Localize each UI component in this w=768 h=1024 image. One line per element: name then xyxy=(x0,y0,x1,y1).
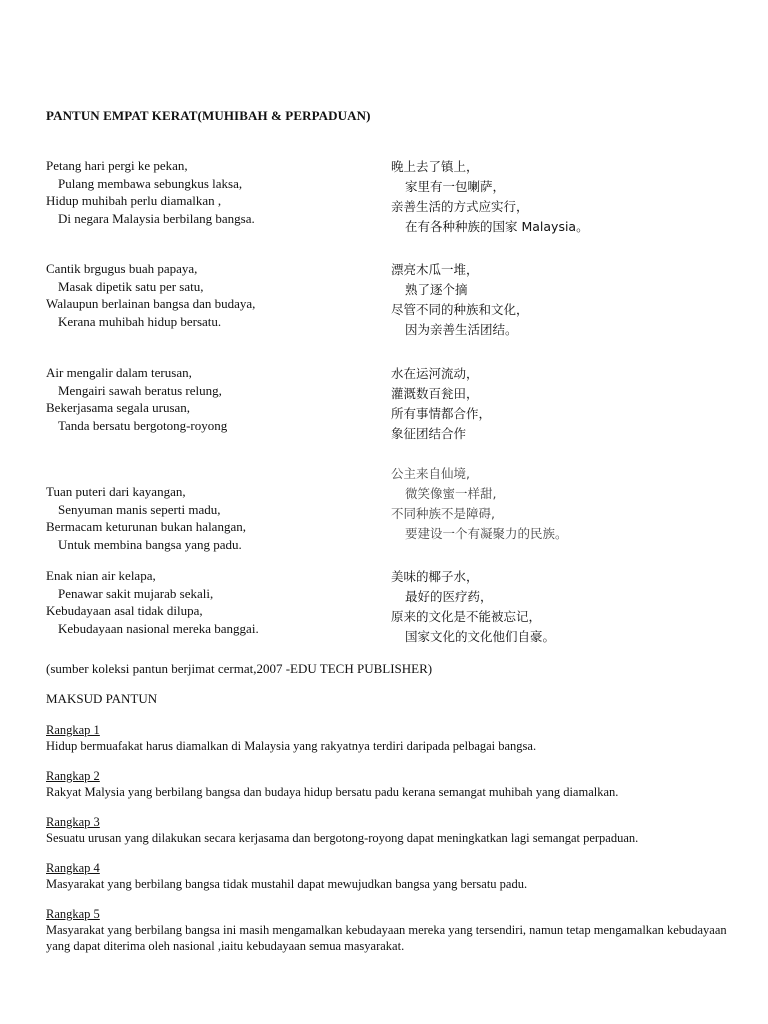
pantun-line-chinese: 微笑像蜜一样甜, xyxy=(405,486,497,501)
pantun-line: Untuk membina bangsa yang padu. xyxy=(58,536,242,552)
stanza-3-malay xyxy=(46,364,227,434)
pantun-line: Air mengalir dalam terusan, xyxy=(46,365,192,380)
rangkap-text: Masyarakat yang berbilang bangsa tidak mustahil dapat mewujudkan bangsa yang bersatu padu. xyxy=(46,877,528,891)
pantun-line: Di negara Malaysia berbilang bangsa. xyxy=(58,210,255,226)
pantun-line-chinese: 在有各种种族的国家 Malaysia。 xyxy=(405,219,589,234)
stanza-1-chinese xyxy=(391,157,589,237)
pantun-line: Cantik brgugus buah papaya, xyxy=(46,261,198,276)
pantun-line: Masak dipetik satu per satu, xyxy=(58,278,204,294)
stanza-3-chinese xyxy=(391,364,491,444)
rangkap-heading: Rangkap 4 xyxy=(46,861,100,875)
rangkap-text: Hidup bermuafakat harus diamalkan di Malaysia yang rakyatnya terdiri daripada pelbagai bangsa. xyxy=(46,739,537,753)
stanza-2-malay xyxy=(46,260,255,330)
pantun-line: Pulang membawa sebungkus laksa, xyxy=(58,175,243,191)
pantun-line-chinese: 象征团结合作 xyxy=(391,426,467,441)
pantun-line: Kebudayaan asal tidak dilupa, xyxy=(46,603,203,618)
pantun-line-chinese: 所有事情都合作， xyxy=(391,406,492,421)
pantun-line-chinese: 灌溉数百瓮田， xyxy=(391,386,479,401)
rangkap-5 xyxy=(46,906,736,954)
pantun-line-chinese: 原来的文化是不能被忘记， xyxy=(391,609,542,624)
rangkap-4 xyxy=(46,860,736,892)
pantun-line-chinese: 不同种族不是障碍, xyxy=(391,506,495,521)
pantun-line-chinese: 最好的医疗药， xyxy=(405,589,493,604)
pantun-line-chinese: 因为亲善生活团结。 xyxy=(405,322,518,337)
stanza-5-chinese xyxy=(391,567,555,647)
rangkap-text: Rakyat Malysia yang berbilang bangsa dan budaya hidup bersatu padu kerana semangat muhibah yang diamalkan. xyxy=(46,785,619,799)
pantun-line: Kebudayaan nasional mereka banggai. xyxy=(58,620,259,636)
pantun-line-chinese: 漂亮木瓜一堆， xyxy=(391,262,479,277)
pantun-line: Walaupun berlainan bangsa dan budaya, xyxy=(46,296,256,311)
section-heading: MAKSUD PANTUN xyxy=(46,691,158,706)
stanza-4-chinese xyxy=(391,464,568,544)
stanza-1-malay xyxy=(46,157,255,227)
rangkap-text: Masyarakat yang berbilang bangsa ini masih mengamalkan kebudayaan mereka yang tersendiri, namun tetap mengamalkan kebudayaan yang dapat diterima oleh nasional ,iaitu kebudayaan semua masyarakat. xyxy=(46,923,727,953)
rangkap-text: Sesuatu urusan yang dilakukan secara kerjasama dan bergotong-royong dapat meningkatkan lagi semangat perpaduan. xyxy=(46,831,639,845)
rangkap-1 xyxy=(46,722,736,754)
pantun-line: Senyuman manis seperti madu, xyxy=(58,501,221,517)
pantun-line: Tanda bersatu bergotong-royong xyxy=(58,417,228,433)
pantun-line: Kerana muhibah hidup bersatu. xyxy=(58,313,222,329)
pantun-line: Tuan puteri dari kayangan, xyxy=(46,484,186,499)
page-title: PANTUN EMPAT KERAT(MUHIBAH & PERPADUAN) xyxy=(46,108,371,123)
rangkap-heading: Rangkap 2 xyxy=(46,769,100,783)
pantun-line: Penawar sakit mujarab sekali, xyxy=(58,585,214,601)
pantun-line-chinese: 要建设一个有凝聚力的民族。 xyxy=(405,526,568,541)
source-citation: (sumber koleksi pantun berjimat cermat,2007 -EDU TECH PUBLISHER) xyxy=(46,661,433,676)
stanza-4-malay xyxy=(46,483,246,553)
rangkap-heading: Rangkap 5 xyxy=(46,907,100,921)
pantun-line: Bekerjasama segala urusan, xyxy=(46,400,191,415)
pantun-line-chinese: 国家文化的文化他们自豪。 xyxy=(405,629,556,644)
pantun-line-chinese: 美味的椰子水， xyxy=(391,569,479,584)
rangkap-heading: Rangkap 1 xyxy=(46,723,100,737)
pantun-line-chinese: 水在运河流动， xyxy=(391,366,479,381)
rangkap-3 xyxy=(46,814,736,846)
pantun-line-chinese: 晚上去了镇上， xyxy=(391,159,479,174)
pantun-line: Mengairi sawah beratus relung, xyxy=(58,382,222,398)
pantun-line: Enak nian air kelapa, xyxy=(46,568,156,583)
rangkap-heading: Rangkap 3 xyxy=(46,815,100,829)
stanza-2-chinese xyxy=(391,260,529,340)
pantun-line-chinese: 尽管不同的种族和文化， xyxy=(391,302,529,317)
pantun-line: Bermacam keturunan bukan halangan, xyxy=(46,519,246,534)
pantun-line-chinese: 家里有一包喇萨， xyxy=(405,179,506,194)
stanza-5-malay xyxy=(46,567,259,637)
rangkap-2 xyxy=(46,768,736,800)
pantun-line: Petang hari pergi ke pekan, xyxy=(46,158,188,173)
pantun-line-chinese: 亲善生活的方式应实行， xyxy=(391,199,529,214)
pantun-line: Hidup muhibah perlu diamalkan , xyxy=(46,193,222,208)
pantun-line-chinese: 熟了逐个摘 xyxy=(405,282,468,297)
pantun-line-chinese: 公主来自仙境, xyxy=(391,466,470,481)
